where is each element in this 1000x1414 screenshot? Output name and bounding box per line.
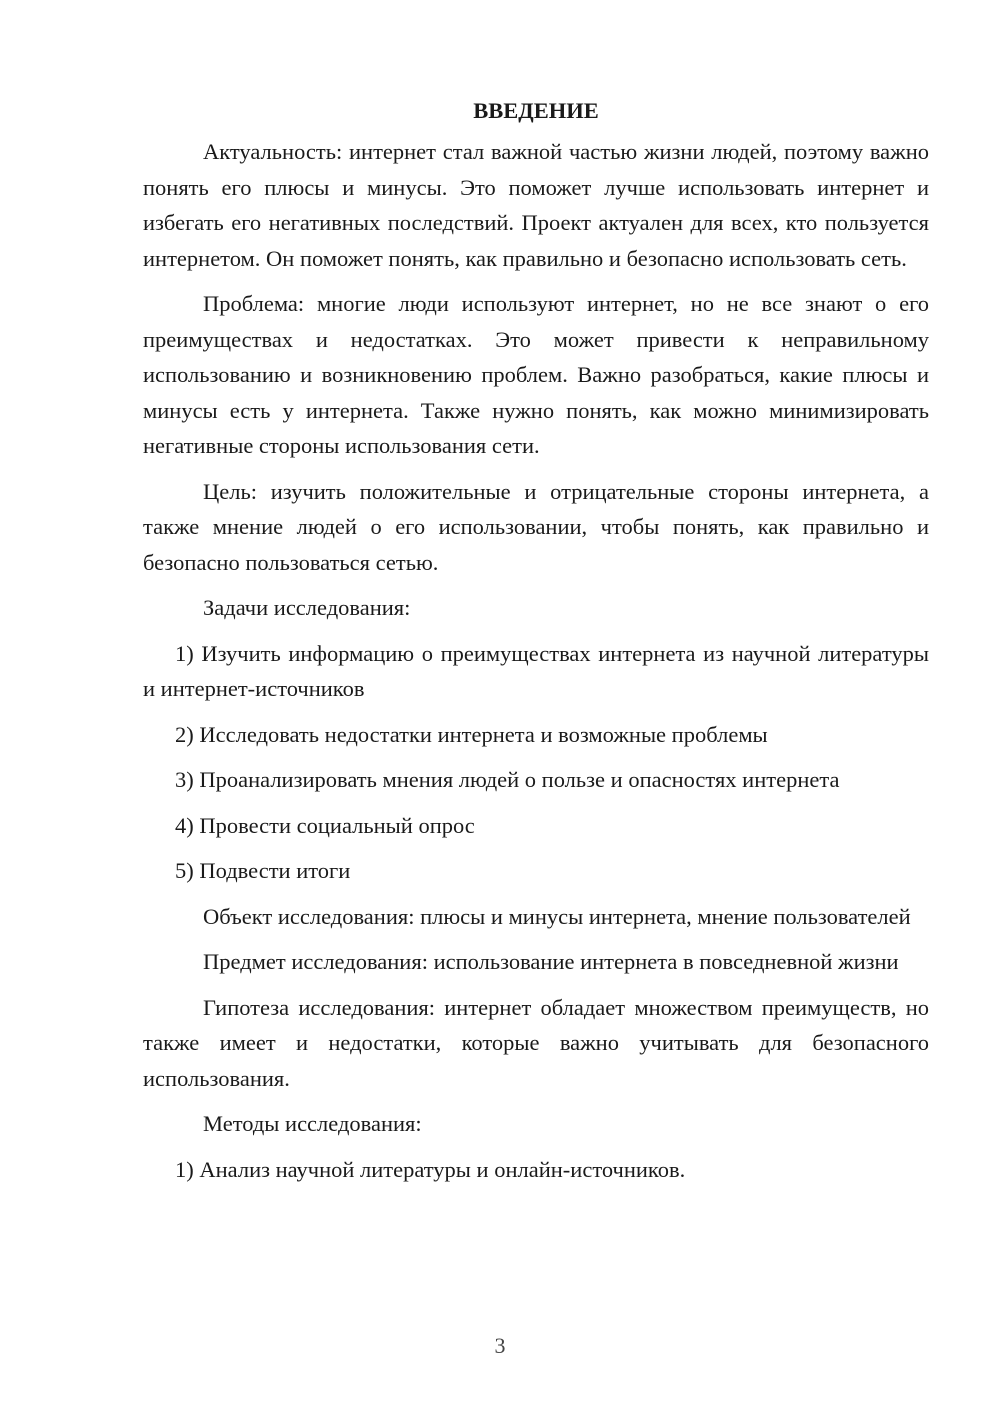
document-page [143, 96, 929, 1187]
subject-paragraph: Предмет исследования: использование интернета в повседневной жизни [203, 949, 899, 974]
method-item-1: 1) Анализ научной литературы и онлайн-источников. [175, 1156, 686, 1182]
hypothesis-paragraph: Гипотеза исследования: интернет обладает множеством преимуществ, но также имеет и недостатки, которые важно учитывать для безопасного использования. [143, 994, 929, 1091]
page-number: 3 [494, 1333, 506, 1358]
task-item-4: 4) Провести социальный опрос [175, 812, 475, 838]
task-item-1: 1) Изучить информацию о преимуществах интернета из научной литературы и интернет-источников [143, 640, 929, 701]
object-paragraph: Объект исследования: плюсы и минусы интернета, мнение пользователей [203, 903, 911, 929]
methods-heading: Методы исследования: [203, 1111, 422, 1136]
document-title: ВВЕДЕНИЕ [473, 98, 599, 123]
task-item-3: 3) Проанализировать мнения людей о пользе и опасностях интернета [175, 767, 840, 792]
tasks-heading: Задачи исследования: [203, 595, 411, 620]
task-item-5: 5) Подвести итоги [175, 858, 351, 883]
problem-paragraph: Проблема: многие люди используют интернет, но не все знают о его преимуществах и недостатках. Это может привести к неправильному использованию и возникновению проблем. Важно разобраться, какие плюсы и минусы есть у интернета. Также нужно понять, как можно минимизировать негативные стороны использования сети. [143, 291, 929, 458]
relevance-paragraph: Актуальность: интернет стал важной частью жизни людей, поэтому важно понять его плюсы и минусы. Это поможет лучше использовать интернет и избегать его негативных последствий. Проект актуален для всех, кто пользуется интернетом. Он поможет понять, как правильно и безопасно использовать сеть. [143, 139, 929, 271]
task-item-2: 2) Исследовать недостатки интернета и возможные проблемы [175, 721, 768, 747]
goal-paragraph: Цель: изучить положительные и отрицательные стороны интернета, а также мнение людей о его использовании, чтобы понять, как правильно и безопасно пользоваться сетью. [143, 478, 929, 575]
